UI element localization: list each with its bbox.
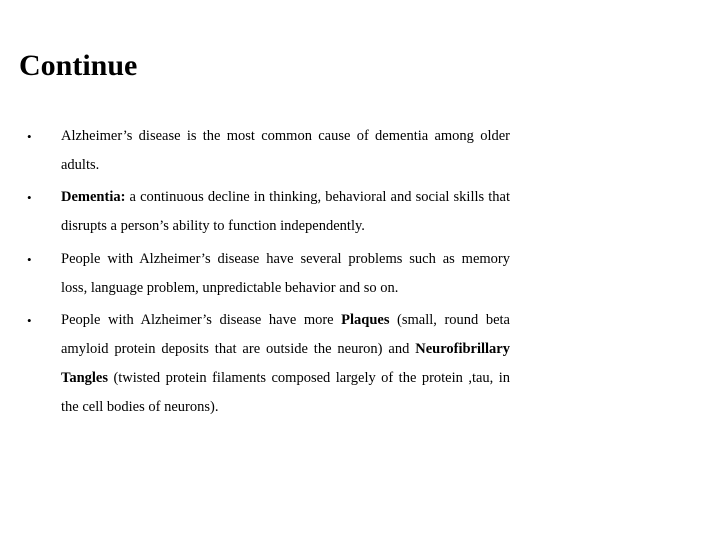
- bullet-text: [61, 245, 510, 303]
- term-plaques: Plaques: [341, 312, 390, 328]
- bullet-text: [61, 306, 510, 422]
- slide-title: Continue: [19, 49, 138, 82]
- bullet-icon: •: [27, 129, 32, 144]
- bullet-text: [61, 183, 510, 241]
- bullet-segment: a continuous decline in thinking, behavioral and social skills that disrupts a person’s ability to function independently.: [61, 189, 510, 234]
- bullet-segment: Alzheimer’s disease is the most common cause of dementia among older adults.: [61, 128, 510, 173]
- term-neurofibrillary-tangles: Neurofibrillary Tangles: [61, 341, 510, 386]
- bullet-icon: •: [27, 313, 32, 328]
- bullet-segment: (twisted protein filaments composed largely of the protein ,tau, in the cell bodies of neurons).: [61, 370, 510, 415]
- bullet-icon: •: [27, 252, 32, 267]
- bullet-segment: People with Alzheimer’s disease have several problems such as memory loss, language problem, unpredictable behavior and so on.: [61, 251, 510, 296]
- bullet-icon: •: [27, 190, 32, 205]
- bullet-segment: (small, round beta amyloid protein deposits that are outside the neuron) and: [61, 312, 510, 357]
- term-dementia: Dementia:: [61, 189, 126, 205]
- bullet-text: [61, 122, 510, 180]
- bullet-segment: People with Alzheimer’s disease have more: [61, 312, 342, 328]
